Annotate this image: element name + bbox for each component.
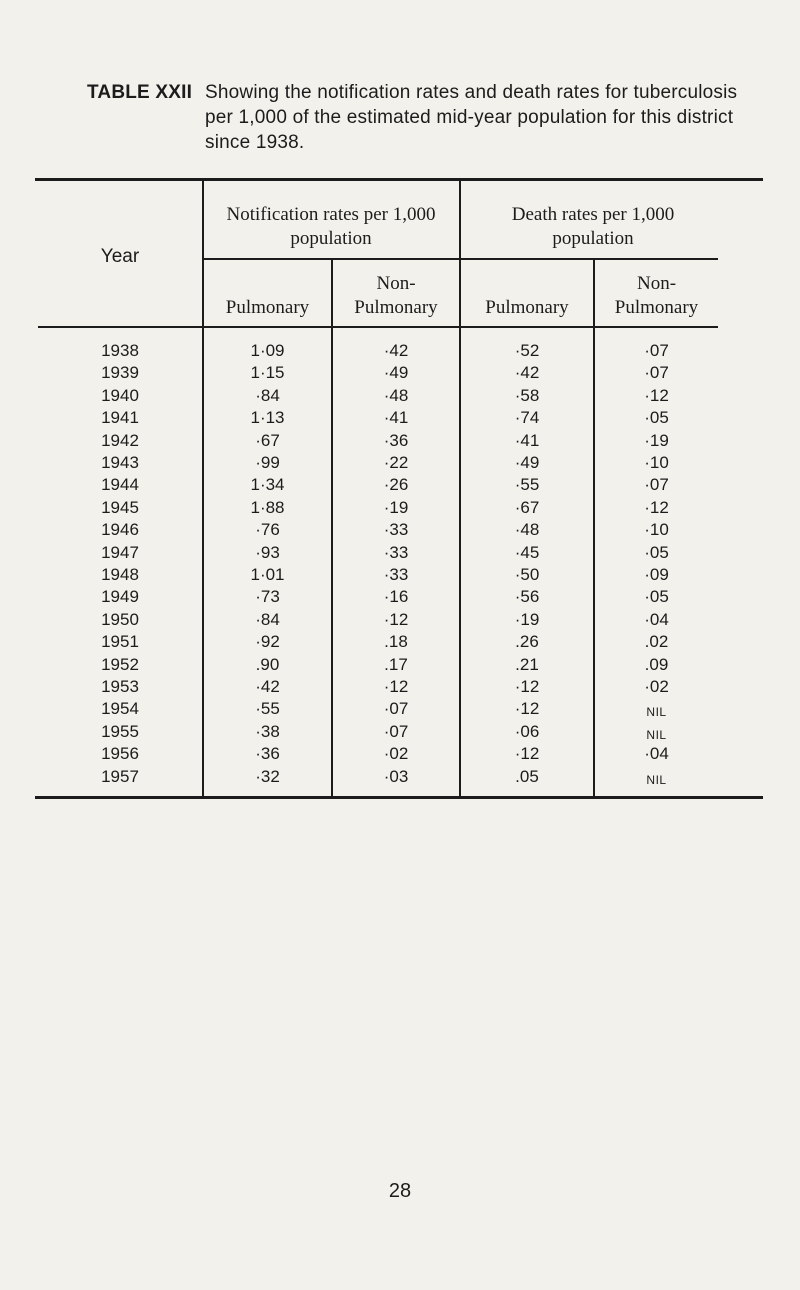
death-non-pulmonary-cell: ·10 xyxy=(644,453,669,472)
notification-non-pulmonary-cell: ·12 xyxy=(383,609,409,629)
death-pulmonary-cell: ·52 xyxy=(514,341,540,360)
year-cell: 1955 xyxy=(101,721,139,741)
table-description: Showing the notification rates and death rates for tuberculosis per 1,000 of the estimated mid-year population for this district since 1938. xyxy=(205,82,738,153)
notification-non-pulmonary-cell: ·16 xyxy=(383,587,409,607)
notification-non-pulmonary-cell: ·07 xyxy=(383,721,409,741)
notification-non-pulmonary-cell: ·33 xyxy=(383,542,409,562)
header-bottom-rule xyxy=(38,326,718,328)
notification-pulmonary-cell: ·99 xyxy=(255,453,280,472)
notification-pulmonary-cell: 1·15 xyxy=(250,363,285,383)
table-bottom-rule xyxy=(35,796,763,799)
death-pulmonary-cell: .21 xyxy=(515,654,539,674)
death-pulmonary-cell: ·06 xyxy=(514,721,540,741)
death-non-pulmonary-cell: ·05 xyxy=(644,587,669,607)
death-group-header: Death rates per 1,000 population xyxy=(511,204,675,249)
death-non-pulmonary-cell: ·10 xyxy=(644,520,669,540)
death-pulmonary-cell: ·19 xyxy=(514,609,540,629)
year-cell: 1952 xyxy=(101,654,139,674)
death-pulmonary-cell: ·12 xyxy=(514,699,540,719)
notification-pulmonary-cell: ·36 xyxy=(255,744,280,764)
year-cell: 1954 xyxy=(101,699,139,719)
notification-non-pulmonary-cell: .17 xyxy=(384,654,408,674)
death-pulmonary-cell: ·67 xyxy=(514,497,540,517)
notification-non-pulmonary-cell: ·36 xyxy=(383,430,409,450)
header-sub-rule-right xyxy=(460,258,718,260)
notification-non-pulmonary-cell: ·33 xyxy=(383,565,409,584)
table-label: TABLE XXII xyxy=(87,82,193,103)
year-cell: 1957 xyxy=(101,766,139,786)
notification-pulmonary-header: Pulmonary xyxy=(225,297,310,318)
death-non-pulmonary-cell: ·12 xyxy=(644,497,669,517)
death-pulmonary-cell: ·12 xyxy=(514,677,540,696)
death-pulmonary-cell: ·49 xyxy=(514,453,540,472)
death-non-pulmonary-cell: ·07 xyxy=(644,341,669,360)
year-cell: 1951 xyxy=(101,632,139,652)
notification-pulmonary-cell: 1·34 xyxy=(250,475,285,495)
notification-non-pulmonary-cell: ·07 xyxy=(383,699,409,719)
notification-pulmonary-cell: ·73 xyxy=(255,587,280,607)
notification-non-pulmonary-cell: ·49 xyxy=(383,363,409,383)
table-caption xyxy=(87,80,747,155)
notification-pulmonary-cell: 1·88 xyxy=(250,497,285,517)
notification-non-pulmonary-cell: .18 xyxy=(384,632,408,652)
notification-pulmonary-cell: ·93 xyxy=(255,542,280,562)
death-pulmonary-cell: .26 xyxy=(515,632,539,652)
death-non-pulmonary-cell: NIL xyxy=(646,727,667,742)
death-non-pulmonary-cell: .02 xyxy=(644,632,669,652)
notification-pulmonary-cell: .90 xyxy=(255,654,280,674)
notification-pulmonary-cell: ·76 xyxy=(255,520,280,540)
death-pulmonary-cell: ·48 xyxy=(514,520,540,540)
death-pulmonary-cell: ·56 xyxy=(514,587,540,607)
death-non-pulmonary-cell: ·04 xyxy=(644,744,669,764)
notification-pulmonary-cell: ·67 xyxy=(255,430,280,450)
notification-pulmonary-cell: ·32 xyxy=(255,766,280,786)
notification-non-pulmonary-cell: ·03 xyxy=(383,766,409,786)
year-cell: 1944 xyxy=(101,475,139,495)
death-non-pulmonary-cell: .09 xyxy=(644,654,669,674)
death-pulmonary-cell: ·55 xyxy=(514,475,540,495)
notification-non-pulmonary-cell: ·33 xyxy=(383,520,409,540)
notification-non-pulmonary-cell: ·12 xyxy=(383,677,409,696)
death-pulmonary-cell: ·41 xyxy=(514,430,540,450)
year-cell: 1947 xyxy=(101,542,139,562)
death-non-pulmonary-cell: ·07 xyxy=(644,475,669,495)
death-pulmonary-cell: ·74 xyxy=(514,408,540,428)
death-non-pulmonary-cell: ·05 xyxy=(644,408,669,428)
death-pulmonary-cell: ·12 xyxy=(514,744,540,764)
notification-pulmonary-cell: ·92 xyxy=(255,632,280,652)
year-cell: 1942 xyxy=(101,430,139,450)
notification-pulmonary-cell: ·38 xyxy=(255,721,280,741)
death-non-pulmonary-cell: ·05 xyxy=(644,542,669,562)
notification-non-pulmonary-cell: ·19 xyxy=(383,497,409,517)
death-pulmonary-cell: ·50 xyxy=(514,565,540,584)
notification-non-pulmonary-cell: ·42 xyxy=(383,341,409,360)
notification-pulmonary-cell: ·55 xyxy=(255,699,280,719)
death-non-pulmonary-cell: NIL xyxy=(646,705,667,720)
year-cell: 1943 xyxy=(101,453,139,472)
death-non-pulmonary-cell: ·07 xyxy=(644,363,669,383)
year-cell: 1946 xyxy=(101,520,139,540)
year-cell: 1945 xyxy=(101,497,139,517)
notification-non-pulmonary-cell: ·26 xyxy=(383,475,409,495)
notification-pulmonary-cell: 1·09 xyxy=(250,341,285,360)
notification-group-header: Notification rates per 1,000 population xyxy=(226,204,436,249)
notification-pulmonary-cell: 1·13 xyxy=(250,408,285,428)
year-cell: 1938 xyxy=(101,341,139,360)
death-non-pulmonary-cell: ·02 xyxy=(644,677,669,696)
death-pulmonary-cell: ·42 xyxy=(514,363,540,383)
death-non-pulmonary-cell: ·19 xyxy=(644,430,669,450)
death-pulmonary-cell: ·45 xyxy=(514,542,540,562)
page-number: 28 xyxy=(388,1180,412,1202)
death-non-pulmonary-cell: ·09 xyxy=(644,565,669,584)
notification-non-pulmonary-cell: ·22 xyxy=(383,453,409,472)
year-cell: 1956 xyxy=(101,744,139,764)
notification-pulmonary-cell: ·84 xyxy=(255,385,280,405)
death-non-pulmonary-cell: ·12 xyxy=(644,385,669,405)
year-header: Year xyxy=(100,246,140,267)
notification-non-pulmonary-cell: ·02 xyxy=(383,744,409,764)
notification-non-pulmonary-cell: ·48 xyxy=(383,385,409,405)
death-non-pulmonary-cell: ·04 xyxy=(644,609,669,629)
death-non-pulmonary-header: Non- Pulmonary xyxy=(614,273,699,318)
table-top-rule xyxy=(35,178,763,181)
death-pulmonary-cell: .05 xyxy=(515,766,539,786)
death-non-pulmonary-cell: NIL xyxy=(646,772,667,787)
notification-non-pulmonary-header: Non- Pulmonary xyxy=(354,273,438,318)
death-pulmonary-header: Pulmonary xyxy=(485,297,569,318)
year-cell: 1949 xyxy=(101,587,139,607)
year-cell: 1948 xyxy=(101,565,139,584)
notification-non-pulmonary-cell: ·41 xyxy=(383,408,409,428)
year-cell: 1950 xyxy=(101,609,139,629)
death-pulmonary-cell: ·58 xyxy=(514,385,540,405)
notification-pulmonary-cell: ·42 xyxy=(255,677,280,696)
year-cell: 1941 xyxy=(101,408,139,428)
notification-pulmonary-cell: 1·01 xyxy=(250,565,285,584)
year-cell: 1939 xyxy=(101,363,139,383)
year-cell: 1953 xyxy=(101,677,139,696)
year-cell: 1940 xyxy=(101,385,139,405)
notification-pulmonary-cell: ·84 xyxy=(255,609,280,629)
